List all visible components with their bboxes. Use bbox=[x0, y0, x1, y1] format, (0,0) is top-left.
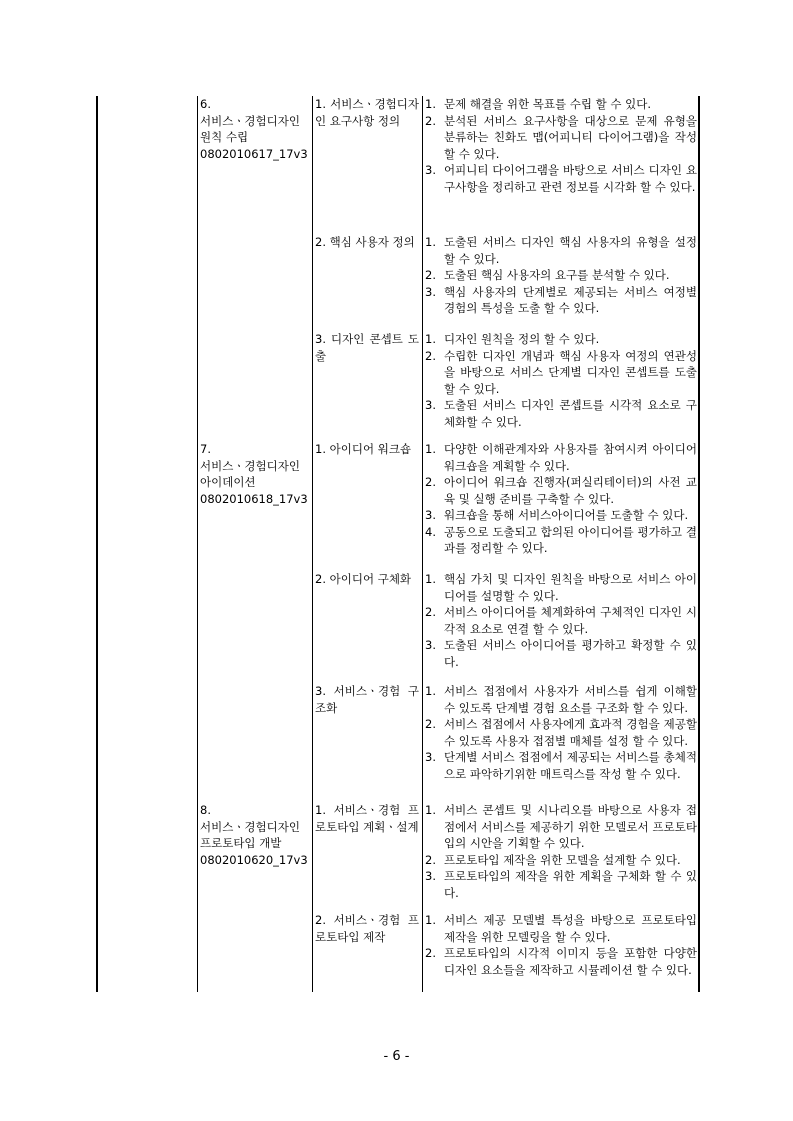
criterion-text: 서비스 접점에서 사용자가 서비스를 쉽게 이해할 수 있도록 단계별 경험 요소를 구조화 할 수 있다. bbox=[444, 684, 697, 715]
criterion-item bbox=[425, 441, 697, 474]
unit-number: 6. bbox=[200, 97, 211, 111]
criterion-number: 2. bbox=[425, 605, 436, 619]
criterion-text: 핵심 가치 및 디자인 원칙을 바탕으로 서비스 아이디어를 설명할 수 있다. bbox=[444, 572, 697, 603]
criterion-text: 아이디어 워크숍 진행자(퍼실리테이터)의 사전 교육 및 실행 준비를 구축할 수 있다. bbox=[444, 475, 697, 506]
criterion-item bbox=[425, 234, 697, 267]
unit-title-line: 아이데이션 bbox=[200, 475, 256, 489]
criterion-text: 도출된 서비스 디자인 핵심 사용자의 유형을 설정할 수 있다. bbox=[444, 235, 697, 266]
criterion-number: 3. bbox=[425, 508, 436, 522]
criterion-number: 3. bbox=[425, 163, 436, 177]
criterion-number: 1. bbox=[425, 235, 436, 249]
criterion-text: 핵심 사용자의 단계별로 제공되는 서비스 여정별 경험의 특성을 도출 할 수 있다. bbox=[444, 284, 697, 315]
criterion-item bbox=[425, 113, 697, 163]
criterion-text: 공동으로 도출되고 합의된 아이디어를 평가하고 결과를 정리할 수 있다. bbox=[444, 524, 697, 555]
table-left-border bbox=[96, 96, 98, 992]
criterion-number: 2. bbox=[425, 113, 436, 128]
criterion-text: 수립한 디자인 개념과 핵심 사용자 여정의 연관성을 바탕으로 서비스 단계별 디자인 콘셉트를 도출할 수 있다. bbox=[444, 348, 697, 396]
criterion-text: 프로토타입의 시각적 이미지 등을 포함한 다양한 디자인 요소들을 제작하고 시뮬레이션 할 수 있다. bbox=[444, 946, 697, 977]
criterion-text: 디자인 원칙을 정의 할 수 있다. bbox=[444, 332, 600, 346]
column-divider-unit bbox=[197, 96, 198, 992]
criterion-item bbox=[425, 945, 697, 978]
criterion-item bbox=[425, 749, 697, 782]
criterion-item bbox=[425, 852, 697, 869]
criterion-item bbox=[425, 348, 697, 398]
criterion-item bbox=[425, 683, 697, 716]
criterion-item bbox=[425, 637, 697, 670]
criterion-item bbox=[425, 912, 697, 945]
unit-cell-8 bbox=[200, 802, 310, 868]
criterion-number: 1. bbox=[425, 97, 436, 111]
criteria-list bbox=[425, 331, 697, 430]
column-divider-element bbox=[312, 96, 313, 992]
criterion-number: 2. bbox=[425, 268, 436, 282]
element-name: 1. 서비스ㆍ경험 프로토타입 계획ㆍ설계 bbox=[315, 803, 419, 834]
criterion-item bbox=[425, 868, 697, 901]
criteria-list bbox=[425, 234, 697, 317]
criterion-number: 4. bbox=[425, 524, 436, 539]
unit-title-line: 서비스ㆍ경험디자인 bbox=[200, 458, 300, 473]
criterion-text: 서비스 제공 모델별 특성을 바탕으로 프로토타입 제작을 위한 모델링을 할 수 있다. bbox=[444, 913, 697, 944]
element-name: 2. 서비스ㆍ경험 프로토타입 제작 bbox=[315, 913, 419, 944]
criterion-text: 어피니티 다이어그램을 바탕으로 서비스 디자인 요구사항을 정리하고 관련 정보를 시각화 할 수 있다. bbox=[444, 163, 697, 194]
criterion-item bbox=[425, 716, 697, 749]
criterion-number: 2. bbox=[425, 946, 436, 960]
unit-cell-6 bbox=[200, 96, 310, 162]
criterion-text: 워크숍을 통해 서비스아이디어를 도출할 수 있다. bbox=[444, 508, 689, 522]
criterion-number: 2. bbox=[425, 717, 436, 731]
criterion-text: 다양한 이해관계자와 사용자를 참여시켜 아이디어 워크숍을 계획할 수 있다. bbox=[444, 442, 697, 473]
table-right-border bbox=[698, 96, 700, 992]
criterion-item bbox=[425, 397, 697, 430]
criterion-text: 프로토타입의 제작을 위한 계획을 구체화 할 수 있다. bbox=[444, 869, 697, 900]
criterion-number: 1. bbox=[425, 684, 436, 698]
criterion-number: 2. bbox=[425, 852, 436, 867]
element-name: 2. 핵심 사용자 정의 bbox=[315, 235, 415, 249]
criteria-list bbox=[425, 571, 697, 670]
criterion-number: 1. bbox=[425, 572, 436, 586]
criterion-item bbox=[425, 284, 697, 317]
element-name: 1. 아이디어 워크숍 bbox=[315, 442, 412, 456]
criterion-number: 2. bbox=[425, 475, 436, 489]
criterion-number: 3. bbox=[425, 398, 436, 412]
criterion-text: 서비스 콘셉트 및 시나리오를 바탕으로 사용자 접점에서 서비스를 제공하기 위한 모델로서 프로토타입의 시안을 기획할 수 있다. bbox=[444, 803, 697, 850]
criterion-text: 도출된 핵심 사용자의 요구를 분석할 수 있다. bbox=[444, 268, 670, 282]
criterion-number: 1. bbox=[425, 803, 436, 817]
criterion-number: 3. bbox=[425, 638, 436, 652]
criterion-text: 분석된 서비스 요구사항을 대상으로 문제 유형을 분류하는 친화도 맵(어피니티 다이어그램)을 작성할 수 있다. bbox=[444, 113, 697, 161]
criterion-text: 서비스 접점에서 사용자에게 효과적 경험을 제공할 수 있도록 사용자 접점별 매체를 설정 할 수 있다. bbox=[444, 717, 697, 748]
element-name: 3. 서비스ㆍ경험 구조화 bbox=[315, 684, 419, 715]
column-divider-criteria bbox=[422, 96, 423, 992]
criterion-item bbox=[425, 507, 697, 524]
criterion-text: 단계별 서비스 접점에서 제공되는 서비스를 총체적으로 파악하기위한 매트릭스를 작성 할 수 있다. bbox=[444, 750, 697, 781]
criterion-item bbox=[425, 474, 697, 507]
criterion-text: 프로토타입 제작을 위한 모델을 설계할 수 있다. bbox=[444, 852, 681, 867]
criteria-list bbox=[425, 683, 697, 782]
page-number: - 6 - bbox=[383, 1049, 410, 1064]
unit-number: 8. bbox=[200, 803, 211, 817]
unit-code: 0802010618_17v3 bbox=[200, 491, 308, 506]
criterion-number: 2. bbox=[425, 348, 436, 363]
criterion-text: 도출된 서비스 아이디어를 평가하고 확정할 수 있다. bbox=[444, 638, 697, 669]
unit-title-line: 프로토타입 개발 bbox=[200, 836, 282, 850]
criterion-number: 3. bbox=[425, 869, 436, 883]
criteria-list bbox=[425, 802, 697, 901]
unit-title-line: 원칙 수립 bbox=[200, 130, 249, 144]
criterion-number: 3. bbox=[425, 750, 436, 764]
criteria-list bbox=[425, 912, 697, 978]
criterion-text: 문제 해결을 위한 목표를 수립 할 수 있다. bbox=[444, 97, 651, 111]
element-name: 3. 디자인 콘셉트 도출 bbox=[315, 332, 419, 363]
criterion-item bbox=[425, 802, 697, 852]
criterion-item bbox=[425, 96, 697, 113]
unit-title-line: 서비스ㆍ경험디자인 bbox=[200, 113, 300, 128]
unit-cell-7 bbox=[200, 441, 310, 507]
criterion-item bbox=[425, 162, 697, 195]
criteria-list bbox=[425, 441, 697, 557]
criterion-number: 1. bbox=[425, 332, 436, 346]
element-name: 2. 아이디어 구체화 bbox=[315, 572, 412, 586]
unit-code: 0802010620_17v3 bbox=[200, 852, 308, 867]
criterion-text: 서비스 아이디어를 체계화하여 구체적인 디자인 시각적 요소로 연결 할 수 있다. bbox=[444, 605, 697, 636]
criterion-item bbox=[425, 571, 697, 604]
unit-code: 0802010617_17v3 bbox=[200, 146, 308, 161]
criterion-number: 1. bbox=[425, 442, 436, 456]
criteria-list bbox=[425, 96, 697, 195]
criterion-item bbox=[425, 267, 697, 284]
unit-number: 7. bbox=[200, 442, 211, 456]
criterion-text: 도출된 서비스 디자인 콘셉트를 시각적 요소로 구체화할 수 있다. bbox=[444, 398, 697, 429]
criterion-number: 3. bbox=[425, 284, 436, 299]
criterion-item bbox=[425, 331, 697, 348]
criterion-item bbox=[425, 524, 697, 557]
criterion-number: 1. bbox=[425, 913, 436, 927]
unit-title-line: 서비스ㆍ경험디자인 bbox=[200, 819, 300, 834]
element-name: 1. 서비스ㆍ경험디자인 요구사항 정의 bbox=[315, 97, 419, 128]
criterion-item bbox=[425, 604, 697, 637]
